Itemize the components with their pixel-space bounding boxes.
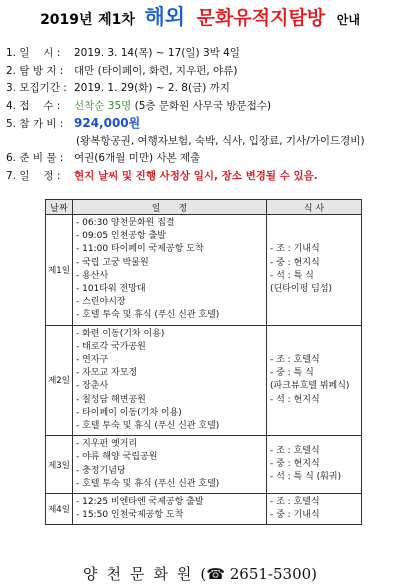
info-list [6,45,396,185]
table-row [46,494,362,525]
schedule-item: - 연자구 [76,355,109,366]
meal-item: - 조 : 기내식 [270,244,320,255]
schedule-item: - 호텔 투숙 및 휴식 (푸신 신관 호텔) [76,421,220,432]
day-cell: 제4일 [46,494,73,525]
day-cell: 제2일 [46,325,73,436]
table-row [46,325,362,436]
info-value: 선착순 35명 [74,99,132,112]
schedule-item: - 06:30 양천문화원 집결 [76,218,175,228]
schedule-cell [73,494,267,525]
phone-icon: ☎ [206,565,225,583]
meal-item: - 조 : 호텔식 [270,497,320,508]
schedule-item: - 충정기념당 [76,465,126,476]
info-value: 924,000원 [74,116,141,130]
footer-phone: 2651-5300 [229,565,312,583]
header-schedule: 일 정 [73,200,267,215]
meal-item: - 조 : 호텔식 [270,445,320,456]
meal-item: (딘타이펑 딤섬) [270,284,333,295]
table-row [46,215,362,326]
info-label: 1. 일 시 : [6,47,61,59]
info-value: 여권(6개월 미만) 사본 제출 [74,152,201,164]
title-ordinal: 제1차 [98,12,135,28]
footer-contact: 양천문화원(☎ 2651-5300) [82,565,318,583]
info-label: 4. 접 수 : [6,99,61,112]
title-year: 2019년 [40,12,93,28]
info-label: 5. 참 가 비 : [6,118,64,130]
schedule-item: - 야류 해양 국립공원 [76,452,158,463]
day-cell: 제1일 [46,215,73,326]
meal-item: - 중 : 특 식 [270,368,314,379]
info-row [6,98,396,116]
schedule-item: - 09:05 인천공항 출발 [76,231,166,242]
table-header-row [46,200,362,215]
schedule-item: - 칠성담 해변공원 [76,394,146,405]
meal-item: - 중 : 현지식 [270,459,320,470]
page-title [0,4,400,33]
schedule-item: - 자모교 자모정 [76,368,138,379]
table-row [46,436,362,494]
day-cell: 제3일 [46,436,73,494]
schedule-item: - 태로각 국가공원 [76,341,146,352]
schedule-item: - 화련 이동(기차 이용) [76,328,165,339]
header-date: 날짜 [46,200,73,215]
schedule-item: - 호텔 투숙 및 휴식 (푸신 신관 호텔) [76,478,220,489]
info-label: 2. 탐 방 지 : [6,64,64,77]
meal-item: - 석 : 특 식 [270,270,314,281]
info-label: 6. 준 비 물 : [6,152,64,164]
meal-item: - 중 : 현지식 [270,257,320,268]
meal-cell [267,325,362,436]
info-row [6,133,396,151]
meal-item: (파크뷰호텔 뷔페식) [270,381,350,392]
schedule-item: - 11:00 타이페이 국제공항 도착 [76,244,204,255]
schedule-cell [73,325,267,436]
meal-cell [267,494,362,525]
schedule-item: - 용산사 [76,270,109,281]
title-highlight-overseas: 해외 [144,5,186,29]
info-value: (왕복항공권, 여행자보험, 숙박, 식사, 입장료, 기사/가이드경비) [76,134,365,147]
schedule-item: - 15:50 인천국제공항 도착 [76,510,184,521]
footer-org-name: 양천문화원 [82,565,201,583]
info-row [6,150,396,168]
info-label: 3. 모집기간 : [6,82,67,94]
info-row [6,80,396,98]
info-extra: (5층 문화원 사무국 방문접수) [131,99,272,112]
meal-item: - 중 : 기내식 [270,510,320,521]
schedule-item: - 12:25 비엔타엔 국제공항 출발 [76,497,204,508]
schedule-item: - 지우펀 옛거리 [76,439,138,450]
schedule-cell [73,215,267,326]
title-highlight-tour: 문화유적지탐방 [196,7,326,29]
schedule-cell [73,436,267,494]
schedule-item: - 국립 고궁 박물원 [76,257,149,268]
title-tail: 안내 [336,13,360,27]
meal-item: - 석 : 현지식 [270,394,320,405]
schedule-item: - 타이페이 이동(기차 이용) [76,407,182,418]
schedule-item: - 호텔 투숙 및 휴식 (푸신 신관 호텔) [76,310,220,321]
schedule-item: - 장춘사 [76,381,109,392]
info-row [6,63,396,81]
info-label: 7. 일 정 : [6,169,61,182]
meal-cell [267,215,362,326]
schedule-item: - 101타워 전망대 [76,284,146,295]
info-value: 2019. 3. 14(목) ~ 17(일) 3박 4일 [74,47,240,59]
info-row [6,45,396,63]
header-meal: 식 사 [267,200,362,215]
info-row [6,115,396,133]
schedule-item: - 스린야시장 [76,297,126,308]
info-value: 현지 날씨 및 진행 사정상 일시, 장소 변경될 수 있음. [74,169,318,182]
info-value: 2019. 1. 29(화) ~ 2. 8(금) 까지 [74,82,230,94]
info-row [6,168,396,186]
info-value: 대만 (타이페이, 화련, 지우펀, 야류) [74,64,238,77]
meal-item: - 석 : 특 식 (훠궈) [270,472,342,483]
meal-item: - 조 : 호텔식 [270,355,320,366]
meal-cell [267,436,362,494]
schedule-table [45,199,362,525]
